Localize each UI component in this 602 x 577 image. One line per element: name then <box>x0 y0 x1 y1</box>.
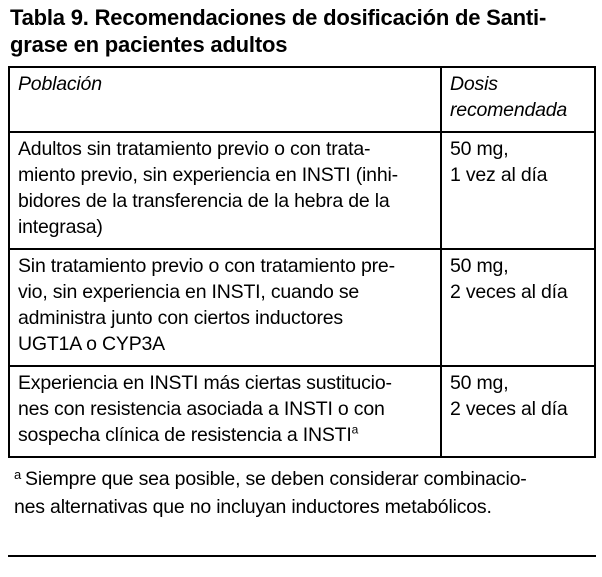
table-title: Tabla 9. Recomendaciones de dosificación de Santi- grase en pacientes adultos <box>10 5 547 57</box>
dose-cell <box>441 249 595 366</box>
population-cell <box>9 366 441 457</box>
population-text: Sin tratamiento previo o con tratamiento pre- vio, sin experiencia en INSTI, cuando se administra junto con ciertos inductores UGT1A o CYP3A <box>18 255 395 355</box>
document <box>8 0 596 520</box>
dose-text: 50 mg, 2 veces al día <box>450 255 568 303</box>
table-header-row <box>9 67 595 132</box>
header-dose-label: Dosis recomendada <box>450 73 568 121</box>
table-row <box>9 366 595 457</box>
dosing-table <box>8 66 596 458</box>
footnote-text: Siempre que sea posible, se deben considerar combinacio- nes alternativas que no incluyan inductores metabólicos. <box>14 468 527 518</box>
population-cell <box>9 132 441 249</box>
population-text: Experiencia en INSTI más ciertas sustitucio- nes con resistencia asociada a INSTI o con sospecha clínica de resistencia a INSTI <box>18 372 392 446</box>
dose-text: 50 mg, 2 veces al día <box>450 372 568 420</box>
dose-cell <box>441 132 595 249</box>
population-text-with-footnote <box>18 370 434 448</box>
footnote-marker: a <box>14 467 22 482</box>
dose-cell <box>441 366 595 457</box>
footnote-reference: a <box>351 422 359 437</box>
table-row <box>9 132 595 249</box>
bottom-rule <box>8 555 596 557</box>
population-cell <box>9 249 441 366</box>
header-population <box>9 67 441 132</box>
table-footnote <box>14 466 596 520</box>
population-text: Adultos sin tratamiento previo o con trata- miento previo, sin experiencia en INSTI (inhi- bidores de la transferencia de la hebra de la integrasa) <box>18 138 398 238</box>
dose-text: 50 mg, 1 vez al día <box>450 138 548 186</box>
header-population-label: Población <box>18 73 102 95</box>
header-dose <box>441 67 595 132</box>
table-row <box>9 249 595 366</box>
